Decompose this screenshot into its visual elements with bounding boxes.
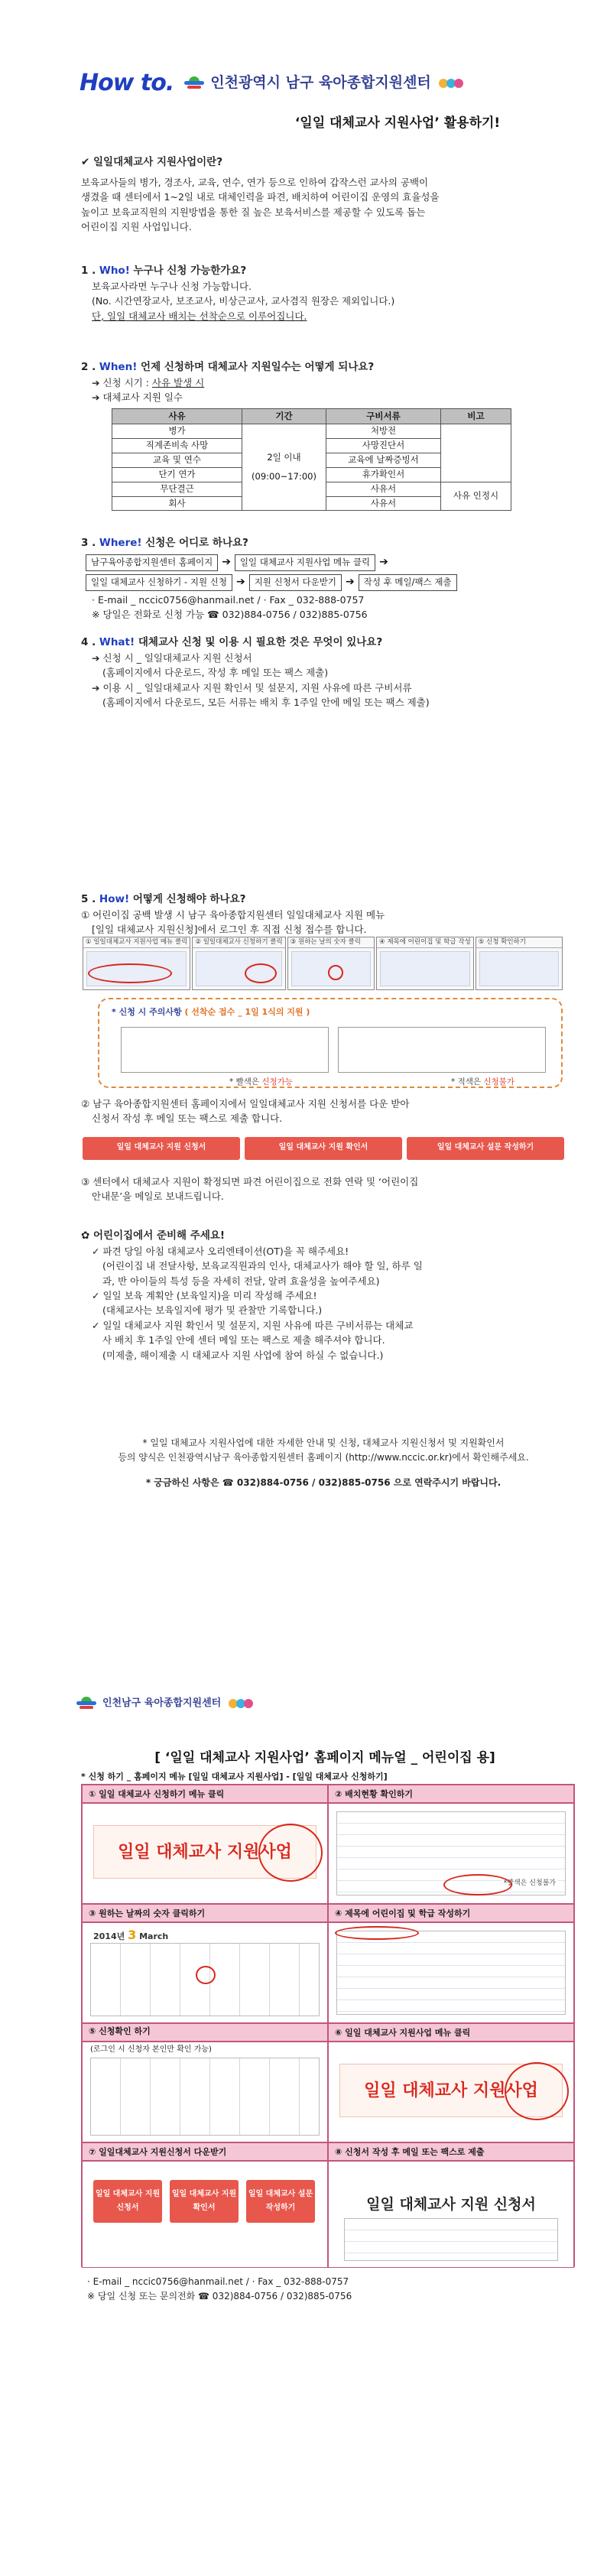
prep-line: ✓ 일일 보육 계획안 (보육일지)을 미리 작성해 주세요! xyxy=(92,1290,317,1302)
step-screenshot xyxy=(287,937,375,990)
program-banner[interactable]: 일일 대체교사 지원사업 xyxy=(93,1825,316,1879)
highlight-circle xyxy=(258,1824,323,1882)
page2-header xyxy=(76,1696,256,1711)
manual-caption: ⑧ 신청서 작성 후 메일 또는 팩스로 제출 xyxy=(328,2142,574,2161)
manual-screenshot xyxy=(328,1922,574,2023)
form-table-thumbnail xyxy=(344,2218,558,2261)
q2-value: 사유 발생 시 xyxy=(151,376,205,388)
available-label xyxy=(229,1076,293,1088)
screenshot-thumbnail xyxy=(479,951,559,986)
q3-contact: · E-mail _ nccic0756@hanmail.net / · Fax _ 032-888-0757 xyxy=(92,593,365,606)
highlight-circle xyxy=(88,963,172,983)
q1-section xyxy=(81,263,570,323)
arrow-right-icon: ➔ xyxy=(222,555,231,568)
program-banner[interactable]: 일일 대체교사 지원사업 xyxy=(339,2064,563,2117)
flow-step: 지원 신청서 다운받기 xyxy=(249,574,342,591)
download-buttons-thumbnail xyxy=(93,2180,315,2223)
q2-line xyxy=(81,375,570,390)
table-cell: 사유 인정시 xyxy=(441,482,511,511)
q3-phone: ※ 당일은 전화로 신청 가능 ☎ 032)884-0756 / 032)885-0756 xyxy=(92,608,368,620)
q4-line: ➔ 신청 시 _ 일일대체교사 지원 신청서 xyxy=(92,651,252,664)
table-header: 비고 xyxy=(441,408,511,424)
arrow-right-icon: ➔ xyxy=(345,575,355,588)
prep-line: 과, 반 아이들의 특성 등을 자세히 전달, 알려 효율성을 높여주세요) xyxy=(102,1275,380,1287)
table-cell: 휴가확인서 xyxy=(326,467,441,482)
calendar-month: 3 xyxy=(128,1928,137,1942)
table-cell: 사유서 xyxy=(326,482,441,496)
download-buttons xyxy=(83,1137,564,1160)
flow-step: 남구육아종합지원센터 홈페이지 xyxy=(86,554,218,571)
swirl-logo-icon xyxy=(439,76,466,90)
download-application-button[interactable]: 일일 대체교사 지원 신청서 xyxy=(83,1137,240,1160)
caution-title xyxy=(112,1005,549,1018)
step-caption: ④ 제목에 어린이집 및 학급 작성 xyxy=(377,937,473,948)
prep-line: (어린이집 내 전달사항, 보육교직원과의 인사, 대체교사가 해야 할 일, 하루 일 xyxy=(102,1260,423,1272)
caption-note: (로그인 시 신청자 본인만 확인 가능) xyxy=(90,2045,212,2054)
apply-flow-1 xyxy=(86,554,570,571)
q2-heading xyxy=(81,359,570,375)
q5-line: 신청서 작성 후 메일 또는 팩스로 제출 합니다. xyxy=(92,1113,283,1125)
manual-screenshot xyxy=(328,2161,574,2268)
survey-button[interactable]: 일일 대체교사 설문 작성하기 xyxy=(246,2180,315,2223)
manual-screenshot xyxy=(328,1803,574,1904)
table-cell: 무단결근 xyxy=(112,482,242,496)
step-screenshot xyxy=(83,937,190,990)
intro-line: 보육교사들의 병가, 경조사, 교육, 연수, 연가 등으로 인하여 갑작스런 교사의 공백이 xyxy=(81,176,429,188)
q5-line: 안내문’을 메일로 보내드립니다. xyxy=(92,1191,224,1203)
q2-keyword: When! xyxy=(99,361,138,373)
table-cell: 처방전 xyxy=(326,424,441,439)
manual-caption: ① 일일 대체교사 신청하기 메뉴 클릭 xyxy=(82,1785,328,1803)
intro-line: 어린이집 지원 사업입니다. xyxy=(81,221,192,233)
label-value: 신청불가 xyxy=(483,1077,514,1087)
q4-num: 4 . xyxy=(81,636,99,648)
q3-section xyxy=(81,535,570,622)
label-text: * 적색은 xyxy=(451,1077,484,1087)
manual-caption: ③ 원하는 날짜의 숫자 클릭하기 xyxy=(82,1904,328,1922)
intro-heading: ✔ 일일대체교사 지원사업이란? xyxy=(81,156,223,168)
notice-line: * 일일 대체교사 지원사업에 대한 자세한 안내 및 신청, 대체교사 지원신청서 및 지원확인서 xyxy=(142,1437,505,1448)
q2-label: ➔ 신청 시기 : xyxy=(92,376,152,388)
phone-line: ※ 당일 신청 또는 문의전화 ☎ 032)884-0756 / 032)885-0756 xyxy=(87,2290,352,2302)
q3-keyword: Where! xyxy=(99,537,142,549)
table-cell: 병가 xyxy=(112,424,242,439)
q1-heading xyxy=(81,263,570,279)
table-cell: 교육에 날짜증빙서 xyxy=(326,453,441,468)
manual-caption: ⑥ 일일 대체교사 지원사업 메뉴 클릭 xyxy=(328,2023,574,2042)
q4-heading xyxy=(81,635,570,651)
flow-step: 일일 대체교사 지원사업 메뉴 클릭 xyxy=(235,554,375,571)
step-caption: ③ 원하는 날의 숫자 클릭 xyxy=(288,937,374,948)
calendar-thumbnail xyxy=(90,2058,320,2136)
flow-step: 일일 대체교사 신청하기 - 지원 신청 xyxy=(86,574,232,591)
q5-step2 xyxy=(81,1096,570,1126)
step-screenshot xyxy=(476,937,563,990)
q3-num: 3 . xyxy=(81,537,99,549)
caution-box xyxy=(98,998,563,1088)
swirl-logo-icon xyxy=(229,1697,256,1710)
period-value: 2일 이내 xyxy=(267,451,301,463)
highlight-circle xyxy=(505,2062,569,2120)
table-cell: 교육 및 연수 xyxy=(112,453,242,468)
manual-screenshot xyxy=(82,1922,328,2023)
hours-value: (09:00~17:00) xyxy=(252,471,316,482)
download-application-button[interactable]: 일일 대체교사 지원 신청서 xyxy=(93,2180,162,2223)
download-confirmation-button[interactable]: 일일 대체교사 지원 확인서 xyxy=(170,2180,239,2223)
center-name: 인천광역시 남구 육아종합지원센터 xyxy=(210,74,431,92)
table-header: 사유 xyxy=(112,408,242,424)
q4-section xyxy=(81,635,570,710)
howto-title: How to. xyxy=(80,69,174,96)
q1-line: (No. 시간연장교사, 보조교사, 비상근교사, 교사겸직 원장은 제외입니다.) xyxy=(92,295,395,307)
q5-line: [일일 대체교사 지원신청]에서 로그인 후 직접 신청 접수를 합니다. xyxy=(92,924,367,936)
prep-title: ✿ 어린이집에서 준비해 주세요! xyxy=(81,1230,226,1242)
q1-num: 1 . xyxy=(81,265,99,277)
q3-question: 신청은 어디로 하나요? xyxy=(141,537,248,549)
manual-grid xyxy=(81,1784,575,2267)
form-title: 일일 대체교사 지원 신청서 xyxy=(366,2196,536,2213)
step-caption: ⑤ 신청 확인하기 xyxy=(476,937,562,948)
apply-steps-screenshots xyxy=(83,937,564,990)
calendar-year: 2014년 xyxy=(93,1931,125,1941)
q4-line: (홈페이지에서 다운로드, 모든 서류는 배치 후 1주일 안에 메일 또는 팩스 제출) xyxy=(102,697,430,709)
center-logo-icon xyxy=(76,1697,96,1710)
step-caption: ② 일일대체교사 신청하기 클릭 xyxy=(193,937,284,948)
manual-caption: ⑦ 일일대체교사 지원신청서 다운받기 xyxy=(82,2142,328,2161)
manual-screenshot xyxy=(82,2042,328,2142)
prep-line: 사 배치 후 1주일 안에 센터 메일 또는 팩스로 제출 해주셔야 합니다. xyxy=(102,1334,385,1346)
table-cell xyxy=(242,424,326,511)
q5-heading xyxy=(81,892,570,908)
table-header: 기간 xyxy=(242,408,326,424)
manual-title: [ ‘일일 대체교사 지원사업’ 홈페이지 메뉴얼 _ 어린이집 용] xyxy=(154,1750,495,1766)
q1-keyword: Who! xyxy=(99,265,130,277)
table-cell: 사유서 xyxy=(326,496,441,511)
menu-path: * 신청 하기 _ 홈페이지 메뉴 [일일 대체교사 지원사업] - [일일 대체교사 신청하기] xyxy=(81,1772,388,1782)
center-logo-icon xyxy=(184,76,204,90)
q5-question: 어떻게 신청해야 하나요? xyxy=(129,893,246,905)
notice-line[interactable]: 등의 양식은 인천광역시남구 육아종합지원센터 홈페이지 (http://www.nccic.or.kr)에서 확인해주세요. xyxy=(118,1451,529,1463)
q5-keyword: How! xyxy=(99,893,130,905)
survey-button[interactable]: 일일 대체교사 설문 작성하기 xyxy=(407,1137,564,1160)
page-subtitle: ‘일일 대체교사 지원사업’ 활용하기! xyxy=(294,115,501,131)
prep-section xyxy=(81,1228,570,1363)
q5-line: ② 남구 육아종합지원센터 홈페이지에서 일일대체교사 지원 신청서를 다운 받아 xyxy=(81,1098,410,1109)
table-cell: 직계존비속 사망 xyxy=(112,439,242,453)
download-confirmation-button[interactable]: 일일 대체교사 지원 확인서 xyxy=(245,1137,402,1160)
label-value: 신청가능 xyxy=(261,1077,293,1087)
header xyxy=(80,70,569,96)
q4-line: ➔ 이용 시 _ 일일대체교사 지원 확인서 및 설문지, 지원 사유에 따른 구비서류 xyxy=(92,681,412,694)
intro-line: 생겼을 때 센터에서 1~2일 내로 대체인력을 파견, 배치하여 어린이집 운영의 효율성을 xyxy=(81,191,440,203)
calendar-available-thumbnail xyxy=(121,1027,329,1073)
step-screenshot xyxy=(376,937,474,990)
manual-caption: ② 배치현황 확인하기 xyxy=(328,1785,574,1803)
q4-question: 대체교사 신청 및 이용 시 필요한 것은 무엇이 있나요? xyxy=(135,636,383,648)
highlight-circle xyxy=(196,1966,216,1984)
q4-keyword: What! xyxy=(99,636,135,648)
highlight-circle xyxy=(335,1926,419,1940)
manual-caption xyxy=(82,2023,328,2042)
table-cell: 단기 연가 xyxy=(112,467,242,482)
step-caption: ① 일일대체교사 지원사업 메뉴 클릭 xyxy=(83,937,190,948)
highlight-circle xyxy=(328,965,343,980)
unavailable-label xyxy=(451,1076,514,1088)
q5-line: ① 어린이집 공백 발생 시 남구 육아종합지원센터 일일대체교사 지원 메뉴 xyxy=(81,908,385,921)
q5-line: ③ 센터에서 대체교사 지원이 확정되면 파견 어린이집으로 전화 연락 및 ‘어린이집 xyxy=(81,1176,419,1187)
q2-line: ➔ 대체교사 지원 일수 xyxy=(92,391,183,404)
q5-num: 5 . xyxy=(81,893,99,905)
manual-screenshot xyxy=(82,1803,328,1904)
table-header: 구비서류 xyxy=(326,408,441,424)
q5-section xyxy=(81,892,570,937)
q2-section xyxy=(81,359,570,511)
q2-question: 언제 신청하며 대체교사 지원일수는 어떻게 되나요? xyxy=(137,361,375,373)
form-thumbnail xyxy=(336,1931,566,2015)
q2-num: 2 . xyxy=(81,361,99,373)
q4-line: (홈페이지에서 다운로드, 작성 후 메일 또는 팩스 제출) xyxy=(102,667,329,679)
caution-title-text: * 신청 시 주의사항 xyxy=(112,1007,185,1017)
support-days-table xyxy=(112,408,511,512)
manual-caption: ④ 제목에 어린이집 및 학급 작성하기 xyxy=(328,1904,574,1922)
prep-line: (대체교사는 보육일지에 평가 및 관찰만 기록합니다.) xyxy=(102,1304,323,1317)
notice xyxy=(76,1436,570,1464)
apply-flow-2 xyxy=(86,574,570,591)
table-cell: 회사 xyxy=(112,496,242,511)
q5-step3 xyxy=(81,1174,570,1204)
step-screenshot xyxy=(192,937,285,990)
status-tag: *빨색은 신청불가 xyxy=(502,1879,558,1889)
q1-line: 단, 일일 대체교사 배치는 선착순으로 이루어집니다. xyxy=(92,310,307,322)
page2-center-name: 인천남구 육아종합지원센터 xyxy=(102,1697,222,1709)
prep-line: ✓ 파견 당일 아침 대체교사 오리엔테이션(OT)을 꼭 해주세요! xyxy=(92,1245,349,1257)
prep-line: (미제출, 해이제출 시 대체교사 지원 사업에 참여 하실 수 없습니다.) xyxy=(102,1349,384,1361)
contact-line: · E-mail _ nccic0756@hanmail.net / · Fax _ 032-888-0757 xyxy=(87,2276,349,2287)
calendar-month-name: March xyxy=(139,1931,169,1941)
screenshot-thumbnail xyxy=(380,951,470,986)
caution-title-note: ( 선착순 접수 _ 1일 1식의 지원 ) xyxy=(184,1007,310,1017)
caption-text: ⑤ 신청확인 하기 xyxy=(89,2026,151,2036)
q1-line: 보육교사라면 누구나 신청 가능합니다. xyxy=(92,280,252,292)
calendar-unavailable-thumbnail xyxy=(338,1027,546,1073)
q1-question: 누구나 신청 가능한가요? xyxy=(129,265,247,277)
manual-screenshot xyxy=(82,2161,328,2268)
table-cell: 사망진단서 xyxy=(326,439,441,453)
highlight-circle xyxy=(443,1874,512,1895)
table-cell xyxy=(441,424,511,482)
intro-line: 높이고 보육교직원의 지원방법을 통한 질 높은 보육서비스를 제공할 수 있도록 돕는 xyxy=(81,206,426,218)
q3-heading xyxy=(81,535,570,551)
intro-section xyxy=(81,154,570,234)
label-text: * 빨색은 xyxy=(229,1077,262,1087)
page2-contact xyxy=(87,2275,561,2303)
manual-screenshot xyxy=(328,2042,574,2142)
arrow-right-icon: ➔ xyxy=(379,555,388,568)
arrow-right-icon: ➔ xyxy=(235,575,245,588)
notice-contact: * 궁금하신 사항은 ☎ 032)884-0756 / 032)885-0756 으로 연락주시기 바랍니다. xyxy=(145,1477,502,1488)
prep-line: ✓ 일일 대체교사 지원 확인서 및 설문지, 지원 사유에 따른 구비서류는 대체교 xyxy=(92,1319,414,1331)
flow-step: 작성 후 메일/팩스 제출 xyxy=(359,574,457,591)
